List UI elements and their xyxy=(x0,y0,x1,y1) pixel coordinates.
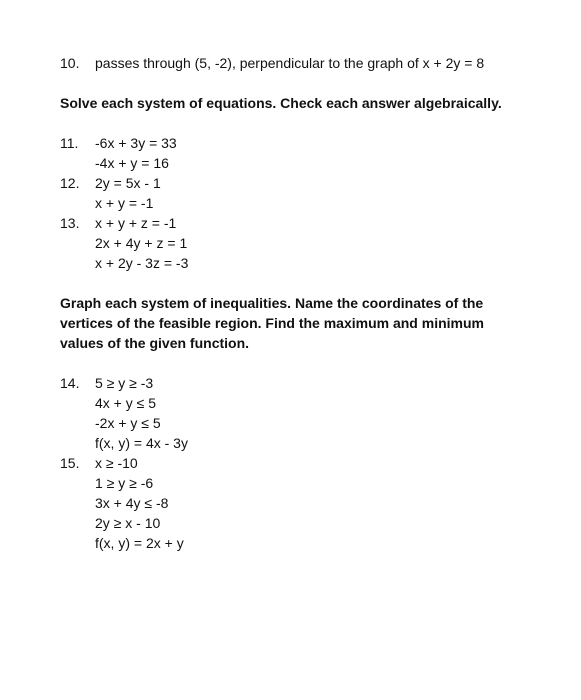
section-heading-systems: Solve each system of equations. Check each answer algebraically. xyxy=(60,95,502,111)
problem-13-line-2: 2x + 4y + z = 1 xyxy=(95,235,188,251)
problem-13-line-1: x + y + z = -1 xyxy=(95,215,177,231)
problem-15-line-3: 3x + 4y ≤ -8 xyxy=(95,495,169,511)
section-heading-inequalities: Graph each system of inequalities. Name the coordinates of the vertices of the feasible region. Find the maximum and minimum values of the given function. xyxy=(60,295,484,351)
problem-11-number: 11. xyxy=(60,135,79,151)
problem-15-line-1: x ≥ -10 xyxy=(95,455,138,471)
problem-14-number: 14. xyxy=(60,375,80,391)
problem-10-number: 10. xyxy=(60,55,80,71)
problem-13-line-3: x + 2y - 3z = -3 xyxy=(95,255,189,271)
problem-12-line-1: 2y = 5x - 1 xyxy=(95,175,161,191)
problem-15-line-5: f(x, y) = 2x + y xyxy=(95,535,184,551)
problem-12-line-2: x + y = -1 xyxy=(95,195,154,211)
problem-11-line-2: -4x + y = 16 xyxy=(95,155,169,171)
problem-14-line-4: f(x, y) = 4x - 3y xyxy=(95,435,188,451)
problem-12-number: 12. xyxy=(60,175,80,191)
problem-15-line-4: 2y ≥ x - 10 xyxy=(95,515,161,531)
problem-15-number: 15. xyxy=(60,455,80,471)
problem-13-number: 13. xyxy=(60,215,80,231)
problem-14-line-2: 4x + y ≤ 5 xyxy=(95,395,156,411)
problem-15-line-2: 1 ≥ y ≥ -6 xyxy=(95,475,154,491)
problem-14-line-1: 5 ≥ y ≥ -3 xyxy=(95,375,154,391)
problem-10-text: passes through (5, -2), perpendicular to the graph of x + 2y = 8 xyxy=(95,55,485,71)
problem-14-line-3: -2x + y ≤ 5 xyxy=(95,415,161,431)
problem-11-line-1: -6x + 3y = 33 xyxy=(95,135,177,151)
